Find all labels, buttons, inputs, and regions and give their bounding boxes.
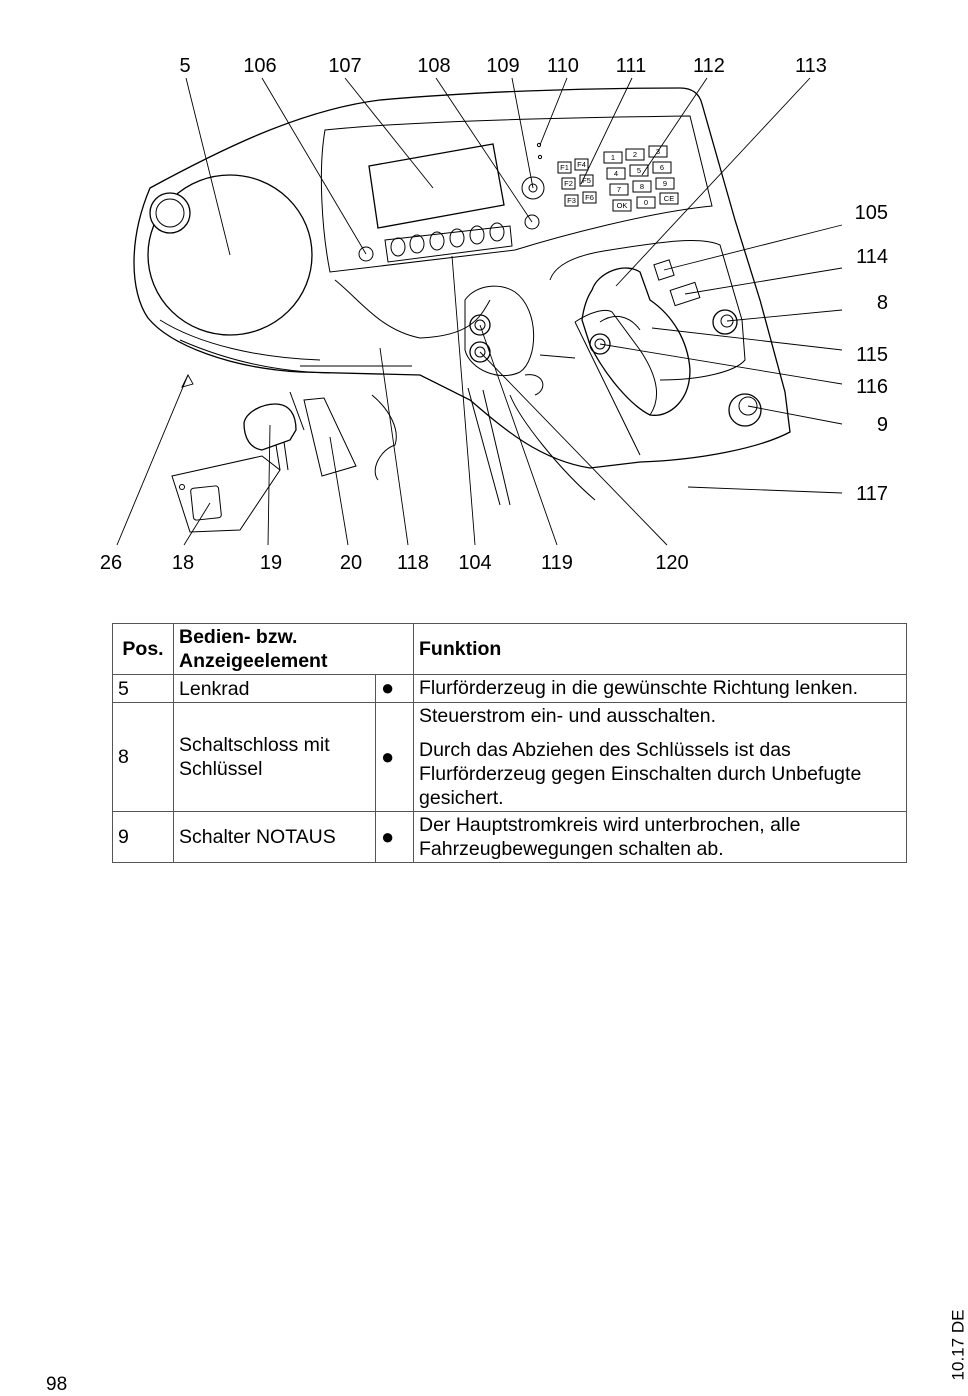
joystick	[582, 268, 690, 415]
row-pos: 9	[113, 812, 174, 863]
keypad-key-5: 5	[636, 166, 642, 175]
edition-label: 10.17 DE	[948, 1309, 968, 1381]
callout-5: 5	[179, 55, 191, 77]
header-element-line2: Anzeigeelement	[179, 650, 328, 672]
callout-18: 18	[171, 552, 195, 574]
row-element: Schalter NOTAUS	[174, 812, 376, 863]
keypad-key-f5: F5	[582, 176, 591, 185]
keypad-key-7: 7	[616, 185, 622, 194]
header-element-line1: Bedien- bzw.	[179, 626, 298, 648]
controls-table	[112, 623, 907, 863]
row-pos: 8	[113, 703, 174, 812]
keypad-key-f2: F2	[564, 179, 573, 188]
callout-112: 112	[693, 55, 725, 77]
keypad-key-f1: F1	[560, 163, 569, 172]
bullet-icon: ●	[381, 675, 395, 700]
keypad-key-ok: OK	[616, 201, 628, 210]
bullet-icon: ●	[381, 743, 395, 769]
control-panel-diagram	[0, 0, 950, 590]
keypad-key-9: 9	[662, 179, 668, 188]
keypad-key-6: 6	[659, 163, 665, 172]
callout-108: 108	[417, 55, 451, 77]
row-function	[414, 675, 907, 703]
callout-19: 19	[259, 552, 283, 574]
function-text: Steuerstrom ein- und ausschalten.	[419, 705, 716, 727]
table-row	[113, 812, 907, 863]
callout-116: 116	[856, 376, 888, 398]
keypad-key-f6: F6	[585, 193, 594, 202]
callout-104: 104	[458, 552, 492, 574]
table-row	[113, 703, 907, 812]
keypad-key-3: 3	[655, 147, 661, 156]
callout-120: 120	[655, 552, 689, 574]
callout-115: 115	[856, 344, 888, 366]
display-screen	[369, 144, 504, 228]
table-header-row	[113, 624, 907, 675]
row-marker	[376, 812, 414, 863]
callout-118: 118	[397, 552, 429, 574]
keypad-key-0: 0	[643, 198, 649, 207]
row-element: Lenkrad	[174, 675, 376, 703]
leader-lines	[117, 78, 842, 545]
callout-110: 110	[547, 55, 579, 77]
row-marker	[376, 703, 414, 812]
keypad-key-2: 2	[632, 150, 638, 159]
keypad-key-ce: CE	[663, 194, 675, 203]
callout-20: 20	[339, 552, 363, 574]
function-text: Flurförderzeug in die gewünschte Richtung lenken.	[419, 677, 859, 699]
keypad-key-8: 8	[639, 182, 645, 191]
function-text: Durch das Abziehen des Schlüssels ist das Flurförderzeug gegen Einschalten durch Unbefugte gesichert.	[419, 739, 862, 809]
header-element	[174, 624, 414, 675]
callout-114: 114	[856, 246, 888, 268]
callout-8: 8	[876, 292, 888, 314]
callout-117: 117	[856, 483, 888, 505]
header-function: Funktion	[414, 624, 907, 675]
keypad-key-1: 1	[610, 153, 616, 162]
armrest	[550, 241, 745, 380]
keypad	[558, 146, 678, 211]
header-pos: Pos.	[113, 624, 174, 675]
callout-109: 109	[486, 55, 520, 77]
callout-106: 106	[243, 55, 277, 77]
keypad-key-f3: F3	[567, 196, 576, 205]
callout-105: 105	[854, 202, 888, 224]
floor-plate	[172, 456, 280, 532]
callout-9: 9	[876, 414, 888, 436]
row-marker	[376, 675, 414, 703]
callout-111: 111	[615, 55, 647, 77]
callout-119: 119	[541, 552, 573, 574]
callout-numbers	[100, 55, 888, 574]
callout-113: 113	[795, 55, 827, 77]
callout-26: 26	[99, 552, 123, 574]
display-bezel	[321, 116, 712, 272]
row-pos: 5	[113, 675, 174, 703]
bullet-icon: ●	[381, 823, 395, 849]
console-outline	[134, 88, 790, 468]
row-function	[414, 703, 907, 812]
keypad-key-4: 4	[613, 169, 619, 178]
function-text: Der Hauptstromkreis wird unterbrochen, alle Fahrzeugbewegungen schalten ab.	[419, 814, 801, 860]
keypad-key-f4: F4	[577, 160, 586, 169]
row-function	[414, 812, 907, 863]
table-row	[113, 675, 907, 703]
page-number: 98	[46, 1374, 68, 1395]
pedal-18	[190, 486, 221, 521]
row-element: Schaltschloss mit Schlüssel	[174, 703, 376, 812]
callout-107: 107	[328, 55, 362, 77]
